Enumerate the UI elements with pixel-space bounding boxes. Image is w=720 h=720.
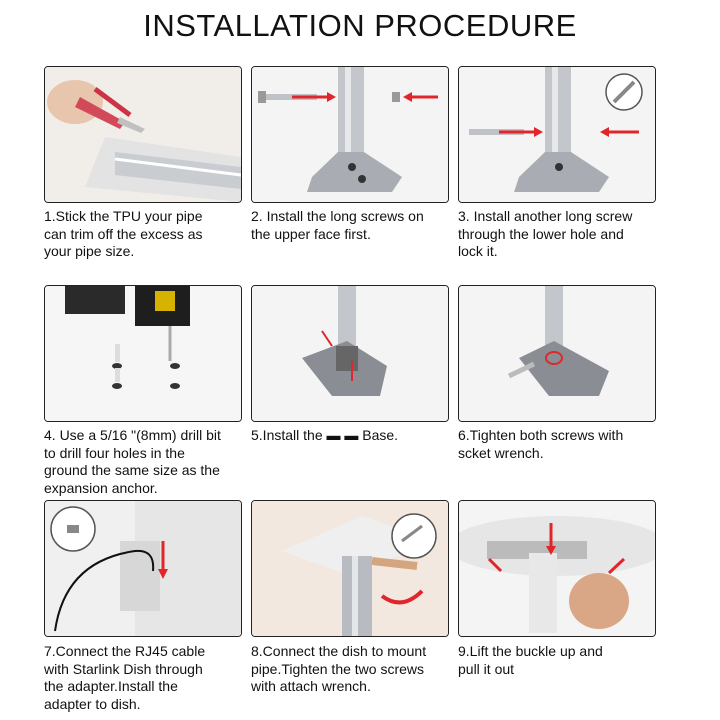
step-7-caption: 7.Connect the RJ45 cable with Starlink Dish through the adapter.Install the adapter to dish. — [44, 643, 206, 712]
step-3-image — [458, 66, 656, 203]
step-6-caption: 6.Tighten both screws with scket wrench. — [458, 427, 624, 461]
step-4-caption: 4. Use a 5/16 "(8mm) drill bit to drill four holes in the ground the same size as the expansion anchor. — [44, 427, 221, 496]
step-2-image — [251, 66, 449, 203]
step-4-image — [44, 285, 242, 422]
step-8-caption: 8.Connect the dish to mount pipe.Tighten the two screws with attach wrench. — [251, 643, 427, 694]
step-7-image — [44, 500, 242, 637]
step-3-caption: 3. Install another long screw through the lower hole and lock it. — [458, 208, 633, 259]
step-1-image — [44, 66, 242, 203]
step-1-caption: 1.Stick the TPU your pipe can trim off the excess as your pipe size. — [44, 208, 203, 259]
step-2-caption: 2. Install the long screws on the upper face first. — [251, 208, 424, 242]
step-9-caption: 9.Lift the buckle up and pull it out — [458, 643, 603, 677]
page-title: INSTALLATION PROCEDURE — [143, 8, 577, 43]
step-5-caption: 5.Install the ▬ ▬ Base. — [251, 427, 399, 443]
step-8-image — [251, 500, 449, 637]
step-5-image — [251, 285, 449, 422]
step-6-image — [458, 285, 656, 422]
step-9-image — [458, 500, 656, 637]
